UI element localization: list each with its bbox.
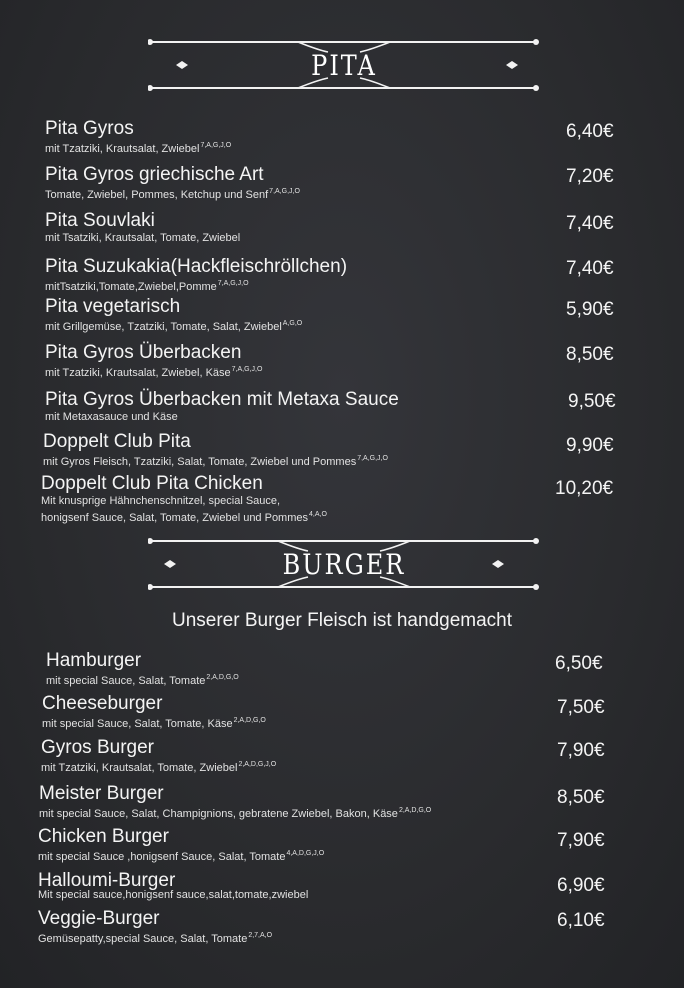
item-desc: mit special Sauce, Salat, Champignions, gebratene Zwiebel, Bakon, Käse$^{2,A,D,G,O}$ — [39, 807, 432, 820]
burger-subtitle: Unserer Burger Fleisch ist handgemacht — [171, 610, 513, 631]
item-desc: mit Metaxasauce und Käse — [45, 411, 178, 423]
menu-item-doppelt-club-pita-chicken — [41, 474, 327, 525]
menu-item-doppelt-club-pita — [43, 432, 388, 469]
burger-title: BURGER — [282, 548, 406, 582]
item-desc: mit Tzatziki, Krautsalat, Zwiebel, Käse$^{7,A,G,J,O}$ — [45, 366, 263, 379]
item-name: Pita Gyros griechische Art — [45, 164, 264, 185]
menu-item-cheeseburger — [42, 694, 266, 731]
item-price: 10,20€ — [555, 478, 614, 499]
item-price: 7,90€ — [557, 740, 605, 761]
menu-item-pita-gyros-griechische-art — [45, 165, 300, 202]
item-price: 6,40€ — [566, 121, 614, 142]
item-desc: mit Grillgemüse, Tzatziki, Tomate, Salat, Zwiebel$^{A,G,O}$ — [45, 320, 303, 333]
item-desc: mit special Sauce, Salat, Tomate$^{2,A,D,G,O}$ — [46, 674, 239, 687]
item-name: Pita Gyros Überbacken mit Metaxa Sauce — [45, 389, 399, 410]
item-price: 6,50€ — [555, 653, 603, 674]
menu-item-pita-suzukakia — [45, 257, 347, 294]
item-name: Doppelt Club Pita Chicken — [41, 473, 263, 494]
item-desc: mit Tzatziki, Krautsalat, Zwiebel$^{7,A,G,J,O}$ — [45, 142, 232, 155]
menu-item-gyros-burger — [41, 738, 276, 775]
item-price: 6,90€ — [557, 875, 605, 896]
item-desc: mit Gyros Fleisch, Tzatziki, Salat, Tomate, Zwiebel und Pommes$^{7,A,G,J,O}$ — [43, 455, 388, 468]
item-name: Pita Gyros — [45, 118, 134, 139]
item-desc: mit special Sauce ,honigsenf Sauce, Salat, Tomate$^{4,A,D,G,J,O}$ — [38, 850, 325, 863]
item-name: Halloumi-Burger — [38, 870, 176, 891]
item-price: 9,90€ — [566, 435, 614, 456]
item-name: Pita vegetarisch — [45, 296, 181, 317]
item-desc: mit Tsatziki, Krautsalat, Tomate, Zwiebel — [45, 232, 241, 244]
item-desc: Mit special sauce,honigsenf sauce,salat,tomate,zwiebel — [38, 889, 309, 901]
pita-banner — [148, 38, 540, 100]
item-desc: Mit knusprige Hähnchenschnitzel, special Sauce, — [41, 495, 281, 507]
item-desc: Gemüsepatty,special Sauce, Salat, Tomate$^{2,7,A,O}$ — [38, 932, 273, 945]
item-desc: mitTsatziki,Tomate,Zwiebel,Pomme$^{7,A,G,J,O}$ — [45, 280, 249, 293]
item-name: Pita Souvlaki — [45, 210, 155, 231]
item-name: Doppelt Club Pita — [43, 431, 191, 452]
item-price: 7,90€ — [557, 830, 605, 851]
item-desc-line-2: honigsenf Sauce, Salat, Tomate, Zwiebel und Pommes$^{4,A,O}$ — [41, 511, 327, 524]
menu-item-halloumi-burger — [38, 871, 308, 902]
item-name: Pita Suzukakia(Hackfleischröllchen) — [45, 256, 348, 277]
pita-title: PITA — [311, 49, 377, 83]
item-name: Cheeseburger — [42, 693, 163, 714]
menu-item-pita-gyros-ueberbacken — [45, 343, 262, 380]
item-price: 7,20€ — [566, 166, 614, 187]
item-price: 5,90€ — [566, 299, 614, 320]
item-name: Pita Gyros Überbacken — [45, 342, 242, 363]
menu-item-pita-gyros — [45, 119, 231, 156]
menu-item-hamburger — [46, 651, 239, 688]
menu-item-meister-burger — [39, 784, 431, 821]
item-price: 7,50€ — [557, 697, 605, 718]
item-name: Veggie-Burger — [38, 908, 160, 929]
item-desc: mit Tzatziki, Krautsalat, Tomate, Zwiebel$^{2,A,D,G,J,O}$ — [41, 761, 277, 774]
item-name: Gyros Burger — [41, 737, 154, 758]
item-price: 8,50€ — [557, 787, 605, 808]
item-name: Chicken Burger — [38, 826, 169, 847]
menu-item-pita-vegetarisch — [45, 297, 302, 334]
item-price: 9,50€ — [568, 391, 616, 412]
item-desc: mit special Sauce, Salat, Tomate, Käse$^{2,A,D,G,O}$ — [42, 717, 266, 730]
menu-item-chicken-burger — [38, 827, 324, 864]
menu-item-pita-souvlaki — [45, 211, 240, 245]
burger-banner — [148, 537, 540, 599]
item-price: 6,10€ — [557, 910, 605, 931]
menu-item-veggie-burger — [38, 909, 272, 946]
menu-item-pita-gyros-metaxa — [45, 390, 399, 424]
item-name: Hamburger — [46, 650, 142, 671]
item-price: 7,40€ — [566, 258, 614, 279]
item-price: 7,40€ — [566, 213, 614, 234]
item-desc: Tomate, Zwiebel, Pommes, Ketchup und Senf$^{7,A,G,J,O}$ — [45, 188, 300, 201]
item-name: Meister Burger — [39, 783, 164, 804]
item-price: 8,50€ — [566, 344, 614, 365]
